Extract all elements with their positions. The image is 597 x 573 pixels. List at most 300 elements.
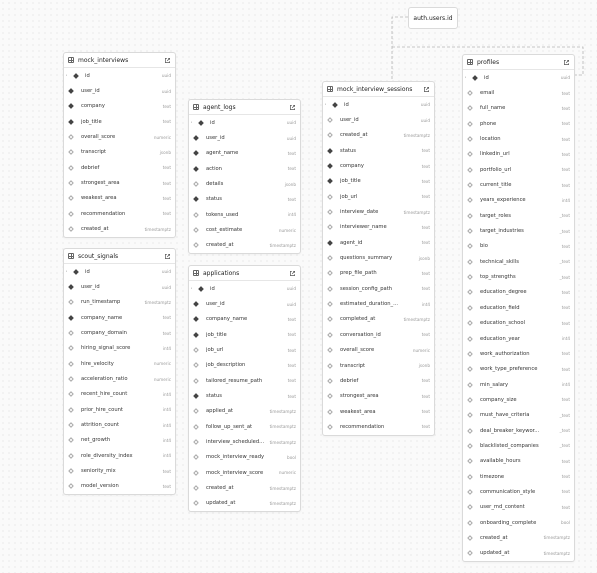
- column-row[interactable]: [463, 546, 574, 561]
- column-row[interactable]: [189, 161, 300, 176]
- column-row[interactable]: [64, 356, 175, 371]
- column-marker: [193, 120, 207, 126]
- column-name: communication_style: [480, 488, 536, 495]
- filled-diamond-icon: [327, 148, 333, 154]
- hollow-diamond-icon: [467, 305, 473, 311]
- column-type: jsonb: [418, 363, 430, 369]
- column-marker: [68, 104, 78, 108]
- column-type: _text: [559, 259, 570, 265]
- column-row[interactable]: [64, 99, 175, 114]
- column-row[interactable]: [323, 281, 434, 296]
- column-row[interactable]: [463, 500, 574, 515]
- filled-diamond-icon: [198, 286, 204, 292]
- filled-diamond-icon: [68, 119, 74, 125]
- column-marker: [327, 410, 337, 414]
- column-name: weakest_area: [340, 408, 376, 415]
- column-type: text: [561, 351, 570, 357]
- column-row[interactable]: [323, 312, 434, 327]
- column-row[interactable]: [64, 295, 175, 310]
- column-marker: [193, 136, 203, 140]
- column-name: estimated_duration_...: [340, 301, 399, 308]
- column-row[interactable]: [189, 480, 300, 495]
- column-row[interactable]: [64, 145, 175, 160]
- hollow-diamond-icon: [327, 363, 333, 369]
- column-row[interactable]: [189, 238, 300, 253]
- column-type: text: [287, 378, 296, 384]
- column-row[interactable]: [64, 417, 175, 432]
- table-icon: [193, 104, 199, 110]
- hollow-diamond-icon: [327, 378, 333, 384]
- column-row[interactable]: [463, 331, 574, 346]
- column-row[interactable]: [189, 281, 300, 296]
- column-marker: [68, 469, 78, 473]
- open-table-icon[interactable]: [289, 104, 296, 111]
- column-row[interactable]: [323, 266, 434, 281]
- column-marker: [193, 182, 203, 186]
- column-marker: [327, 333, 337, 337]
- column-row[interactable]: [463, 300, 574, 315]
- column-name: company: [340, 163, 364, 170]
- column-row[interactable]: [189, 419, 300, 434]
- column-name: full_name: [480, 105, 506, 112]
- column-name: recent_hire_count: [81, 391, 128, 398]
- column-row[interactable]: [323, 250, 434, 265]
- column-row[interactable]: [64, 83, 175, 98]
- column-type: jsonb: [159, 149, 171, 155]
- column-name: completed_at: [340, 316, 376, 323]
- column-name: mock_interview_score: [206, 469, 264, 476]
- column-type: jsonb: [284, 181, 296, 187]
- column-marker: [68, 331, 78, 335]
- hollow-diamond-icon: [327, 332, 333, 338]
- column-type: text: [162, 195, 171, 201]
- column-row[interactable]: [64, 479, 175, 494]
- column-name: technical_skills: [480, 258, 519, 265]
- column-row[interactable]: [64, 129, 175, 144]
- column-row[interactable]: [323, 143, 434, 158]
- hollow-diamond-icon: [193, 485, 199, 491]
- column-row[interactable]: [64, 160, 175, 175]
- hollow-diamond-icon: [467, 213, 473, 219]
- column-marker: [467, 475, 477, 479]
- column-marker: [467, 244, 477, 248]
- column-marker: [193, 486, 203, 490]
- column-marker: [467, 137, 477, 141]
- column-marker: [68, 150, 78, 154]
- column-row[interactable]: [323, 235, 434, 250]
- column-type: text: [287, 332, 296, 338]
- table-header[interactable]: [463, 55, 574, 70]
- column-marker: [68, 269, 82, 275]
- column-type: text: [287, 196, 296, 202]
- column-name: strongest_area: [340, 393, 379, 400]
- column-row[interactable]: [64, 325, 175, 340]
- column-row[interactable]: [463, 408, 574, 423]
- filled-diamond-icon: [193, 332, 199, 338]
- column-marker: [193, 409, 203, 413]
- column-type: text: [561, 504, 570, 510]
- column-row[interactable]: [463, 362, 574, 377]
- column-marker: [193, 302, 203, 306]
- column-row[interactable]: [463, 193, 574, 208]
- column-name: timezone: [480, 473, 505, 480]
- hollow-diamond-icon: [68, 453, 74, 459]
- table-applications[interactable]: [188, 265, 301, 512]
- table-header[interactable]: [189, 100, 300, 115]
- column-row[interactable]: [189, 450, 300, 465]
- table-header[interactable]: [323, 82, 434, 97]
- table-name: agent_logs: [203, 103, 236, 111]
- column-row[interactable]: [323, 373, 434, 388]
- column-row[interactable]: [189, 434, 300, 449]
- column-row[interactable]: [189, 146, 300, 161]
- column-type: text: [421, 194, 430, 200]
- column-row[interactable]: [64, 191, 175, 206]
- column-marker: [193, 243, 203, 247]
- filled-diamond-icon: [193, 151, 199, 157]
- open-table-icon[interactable]: [289, 270, 296, 277]
- table-icon: [467, 59, 473, 65]
- column-marker: [68, 362, 78, 366]
- column-type: text: [561, 167, 570, 173]
- table-header[interactable]: [64, 249, 175, 264]
- hollow-diamond-icon: [327, 347, 333, 353]
- hollow-diamond-icon: [68, 211, 74, 217]
- hollow-diamond-icon: [327, 286, 333, 292]
- column-marker: [327, 379, 337, 383]
- column-name: overall_score: [81, 134, 116, 141]
- column-type: numeric: [153, 361, 171, 367]
- column-name: target_industries: [480, 228, 524, 235]
- open-table-icon[interactable]: [164, 253, 171, 260]
- column-row[interactable]: [463, 484, 574, 499]
- column-marker: [327, 164, 337, 168]
- column-marker: [327, 225, 337, 229]
- column-marker: [193, 317, 203, 321]
- column-name: strongest_area: [81, 180, 120, 187]
- column-row[interactable]: [64, 221, 175, 236]
- column-marker: [467, 429, 477, 433]
- column-marker: [68, 120, 78, 124]
- column-marker: [193, 425, 203, 429]
- column-name: education_year: [480, 335, 520, 342]
- column-row[interactable]: [463, 208, 574, 223]
- column-row[interactable]: [189, 373, 300, 388]
- column-marker: [327, 195, 337, 199]
- column-row[interactable]: [463, 70, 574, 85]
- column-row[interactable]: [323, 97, 434, 112]
- column-row[interactable]: [64, 264, 175, 279]
- column-row[interactable]: [64, 206, 175, 221]
- column-row[interactable]: [463, 438, 574, 453]
- column-type: text: [421, 378, 430, 384]
- column-name: current_title: [480, 182, 512, 189]
- hollow-diamond-icon: [193, 455, 199, 461]
- hollow-diamond-icon: [467, 412, 473, 418]
- column-row[interactable]: [323, 389, 434, 404]
- column-row[interactable]: [463, 116, 574, 131]
- column-row[interactable]: [323, 128, 434, 143]
- column-row[interactable]: [64, 279, 175, 294]
- column-row[interactable]: [463, 423, 574, 438]
- open-table-icon[interactable]: [563, 59, 570, 66]
- column-name: user_id: [81, 88, 100, 95]
- column-row[interactable]: [189, 222, 300, 237]
- column-marker: [467, 306, 477, 310]
- column-type: text: [561, 121, 570, 127]
- column-row[interactable]: [323, 327, 434, 342]
- column-marker: [467, 198, 477, 202]
- column-row[interactable]: [463, 346, 574, 361]
- column-name: linkedin_url: [480, 151, 510, 158]
- column-marker: [68, 196, 78, 200]
- column-name: created_at: [480, 534, 508, 541]
- column-marker: [467, 168, 477, 172]
- column-type: timestamptz: [403, 316, 430, 322]
- column-row[interactable]: [463, 454, 574, 469]
- column-row[interactable]: [189, 465, 300, 480]
- column-row[interactable]: [323, 296, 434, 311]
- column-marker: [467, 505, 477, 509]
- column-row[interactable]: [463, 101, 574, 116]
- filled-diamond-icon: [68, 315, 74, 321]
- column-row[interactable]: [463, 177, 574, 192]
- column-type: int4: [162, 422, 171, 428]
- column-name: target_roles: [480, 212, 511, 219]
- hollow-diamond-icon: [467, 167, 473, 173]
- column-row[interactable]: [323, 220, 434, 235]
- column-row[interactable]: [463, 316, 574, 331]
- column-row[interactable]: [323, 204, 434, 219]
- column-row[interactable]: [189, 296, 300, 311]
- column-type: text: [162, 468, 171, 474]
- table-agent-logs[interactable]: [188, 99, 301, 254]
- column-row[interactable]: [463, 162, 574, 177]
- table-mock-interviews[interactable]: [63, 52, 176, 238]
- column-marker: [467, 521, 477, 525]
- column-type: timestamptz: [269, 439, 296, 445]
- column-type: int4: [162, 437, 171, 443]
- column-row[interactable]: [323, 112, 434, 127]
- column-type: text: [561, 305, 570, 311]
- column-type: int4: [421, 301, 430, 307]
- table-icon: [68, 57, 74, 63]
- column-row[interactable]: [189, 358, 300, 373]
- column-name: acceleration_ratio: [81, 376, 128, 383]
- column-marker: [467, 413, 477, 417]
- column-marker: [467, 214, 477, 218]
- column-row[interactable]: [189, 327, 300, 342]
- column-type: text: [421, 409, 430, 415]
- column-type: timestamptz: [543, 550, 570, 556]
- hollow-diamond-icon: [327, 424, 333, 430]
- column-name: education_degree: [480, 289, 527, 296]
- column-type: uuid: [286, 135, 296, 141]
- column-row[interactable]: [463, 269, 574, 284]
- column-marker: [467, 152, 477, 156]
- filled-diamond-icon: [332, 102, 338, 108]
- column-row[interactable]: [463, 131, 574, 146]
- column-row[interactable]: [463, 147, 574, 162]
- hollow-diamond-icon: [68, 165, 74, 171]
- column-type: uuid: [161, 88, 171, 94]
- column-row[interactable]: [463, 392, 574, 407]
- hollow-diamond-icon: [467, 504, 473, 510]
- open-table-icon[interactable]: [423, 86, 430, 93]
- column-row[interactable]: [64, 341, 175, 356]
- hollow-diamond-icon: [467, 443, 473, 449]
- column-row[interactable]: [323, 404, 434, 419]
- column-row[interactable]: [323, 174, 434, 189]
- column-type: text: [421, 163, 430, 169]
- column-row[interactable]: [463, 254, 574, 269]
- column-row[interactable]: [64, 463, 175, 478]
- column-name: updated_at: [480, 550, 510, 557]
- column-name: weakest_area: [81, 195, 117, 202]
- column-name: user_md_content: [480, 504, 525, 511]
- column-row[interactable]: [463, 469, 574, 484]
- filled-diamond-icon: [193, 135, 199, 141]
- column-row[interactable]: [189, 312, 300, 327]
- hollow-diamond-icon: [327, 393, 333, 399]
- filled-diamond-icon: [73, 269, 79, 275]
- column-name: conversation_id: [340, 331, 381, 338]
- hollow-diamond-icon: [68, 226, 74, 232]
- column-row[interactable]: [189, 176, 300, 191]
- column-row[interactable]: [189, 115, 300, 130]
- column-marker: [68, 423, 78, 427]
- column-name: interview_date: [340, 209, 379, 216]
- column-name: id: [210, 119, 215, 126]
- column-row[interactable]: [463, 85, 574, 100]
- hollow-diamond-icon: [68, 376, 74, 382]
- column-type: jsonb: [418, 255, 430, 261]
- column-name: follow_up_sent_at: [206, 423, 253, 430]
- hollow-diamond-icon: [68, 180, 74, 186]
- hollow-diamond-icon: [327, 317, 333, 323]
- auth-users-id-node[interactable]: [408, 7, 458, 29]
- filled-diamond-icon: [68, 104, 74, 110]
- column-row[interactable]: [64, 68, 175, 83]
- column-row[interactable]: [64, 175, 175, 190]
- column-name: work_authorization: [480, 350, 530, 357]
- column-marker: [327, 271, 337, 275]
- column-row[interactable]: [189, 404, 300, 419]
- column-marker: [193, 501, 203, 505]
- column-marker: [467, 337, 477, 341]
- column-row[interactable]: [64, 114, 175, 129]
- column-row[interactable]: [463, 377, 574, 392]
- column-marker: [327, 364, 337, 368]
- column-row[interactable]: [64, 448, 175, 463]
- column-row[interactable]: [189, 192, 300, 207]
- open-table-icon[interactable]: [164, 57, 171, 64]
- table-header[interactable]: [64, 53, 175, 68]
- column-name: job_title: [340, 178, 361, 185]
- hollow-diamond-icon: [327, 194, 333, 200]
- table-scout-signals[interactable]: [63, 248, 176, 495]
- column-name: hire_velocity: [81, 360, 114, 367]
- column-name: transcript: [340, 362, 366, 369]
- hollow-diamond-icon: [193, 409, 199, 415]
- hollow-diamond-icon: [327, 301, 333, 307]
- column-marker: [467, 551, 477, 555]
- hollow-diamond-icon: [467, 458, 473, 464]
- hollow-diamond-icon: [193, 501, 199, 507]
- table-header[interactable]: [189, 266, 300, 281]
- column-row[interactable]: [64, 371, 175, 386]
- column-name: overall_score: [340, 347, 375, 354]
- column-type: int4: [561, 197, 570, 203]
- column-row[interactable]: [189, 130, 300, 145]
- table-profiles[interactable]: [462, 54, 575, 562]
- column-row[interactable]: [323, 419, 434, 434]
- column-marker: [68, 166, 78, 170]
- column-row[interactable]: [463, 285, 574, 300]
- column-type: numeric: [278, 227, 296, 233]
- column-name: recommendation: [340, 423, 385, 430]
- column-name: company: [81, 103, 105, 110]
- hollow-diamond-icon: [467, 182, 473, 188]
- column-marker: [68, 484, 78, 488]
- column-type: int4: [561, 382, 570, 388]
- filled-diamond-icon: [327, 179, 333, 185]
- column-type: int4: [162, 407, 171, 413]
- column-marker: [68, 212, 78, 216]
- column-name: user_id: [81, 284, 100, 291]
- column-row[interactable]: [323, 343, 434, 358]
- column-row[interactable]: [189, 342, 300, 357]
- column-row[interactable]: [463, 530, 574, 545]
- column-row[interactable]: [64, 402, 175, 417]
- hollow-diamond-icon: [467, 152, 473, 158]
- column-type: text: [421, 286, 430, 292]
- column-marker: [467, 183, 477, 187]
- column-marker: [68, 408, 78, 412]
- column-type: _text: [559, 228, 570, 234]
- table-mock-interview-sessions[interactable]: [322, 81, 435, 436]
- column-row[interactable]: [189, 207, 300, 222]
- column-name: debrief: [81, 164, 100, 171]
- filled-diamond-icon: [73, 73, 79, 79]
- column-name: phone: [480, 120, 497, 127]
- column-row[interactable]: [64, 433, 175, 448]
- column-row[interactable]: [323, 358, 434, 373]
- column-type: numeric: [153, 376, 171, 382]
- column-type: _text: [559, 443, 570, 449]
- column-row[interactable]: [463, 515, 574, 530]
- column-row[interactable]: [463, 223, 574, 238]
- column-row[interactable]: [64, 310, 175, 325]
- column-type: uuid: [161, 269, 171, 275]
- column-name: hiring_signal_score: [81, 345, 131, 352]
- column-row[interactable]: [189, 496, 300, 511]
- column-type: int4: [162, 345, 171, 351]
- column-marker: [467, 106, 477, 110]
- column-row[interactable]: [64, 387, 175, 402]
- column-type: _text: [559, 213, 570, 219]
- hollow-diamond-icon: [467, 290, 473, 296]
- hollow-diamond-icon: [68, 361, 74, 367]
- column-type: text: [561, 474, 570, 480]
- column-row[interactable]: [323, 189, 434, 204]
- column-row[interactable]: [189, 388, 300, 403]
- column-name: status: [206, 196, 222, 203]
- column-marker: [68, 300, 78, 304]
- column-row[interactable]: [323, 158, 434, 173]
- column-type: uuid: [161, 73, 171, 79]
- column-row[interactable]: [463, 239, 574, 254]
